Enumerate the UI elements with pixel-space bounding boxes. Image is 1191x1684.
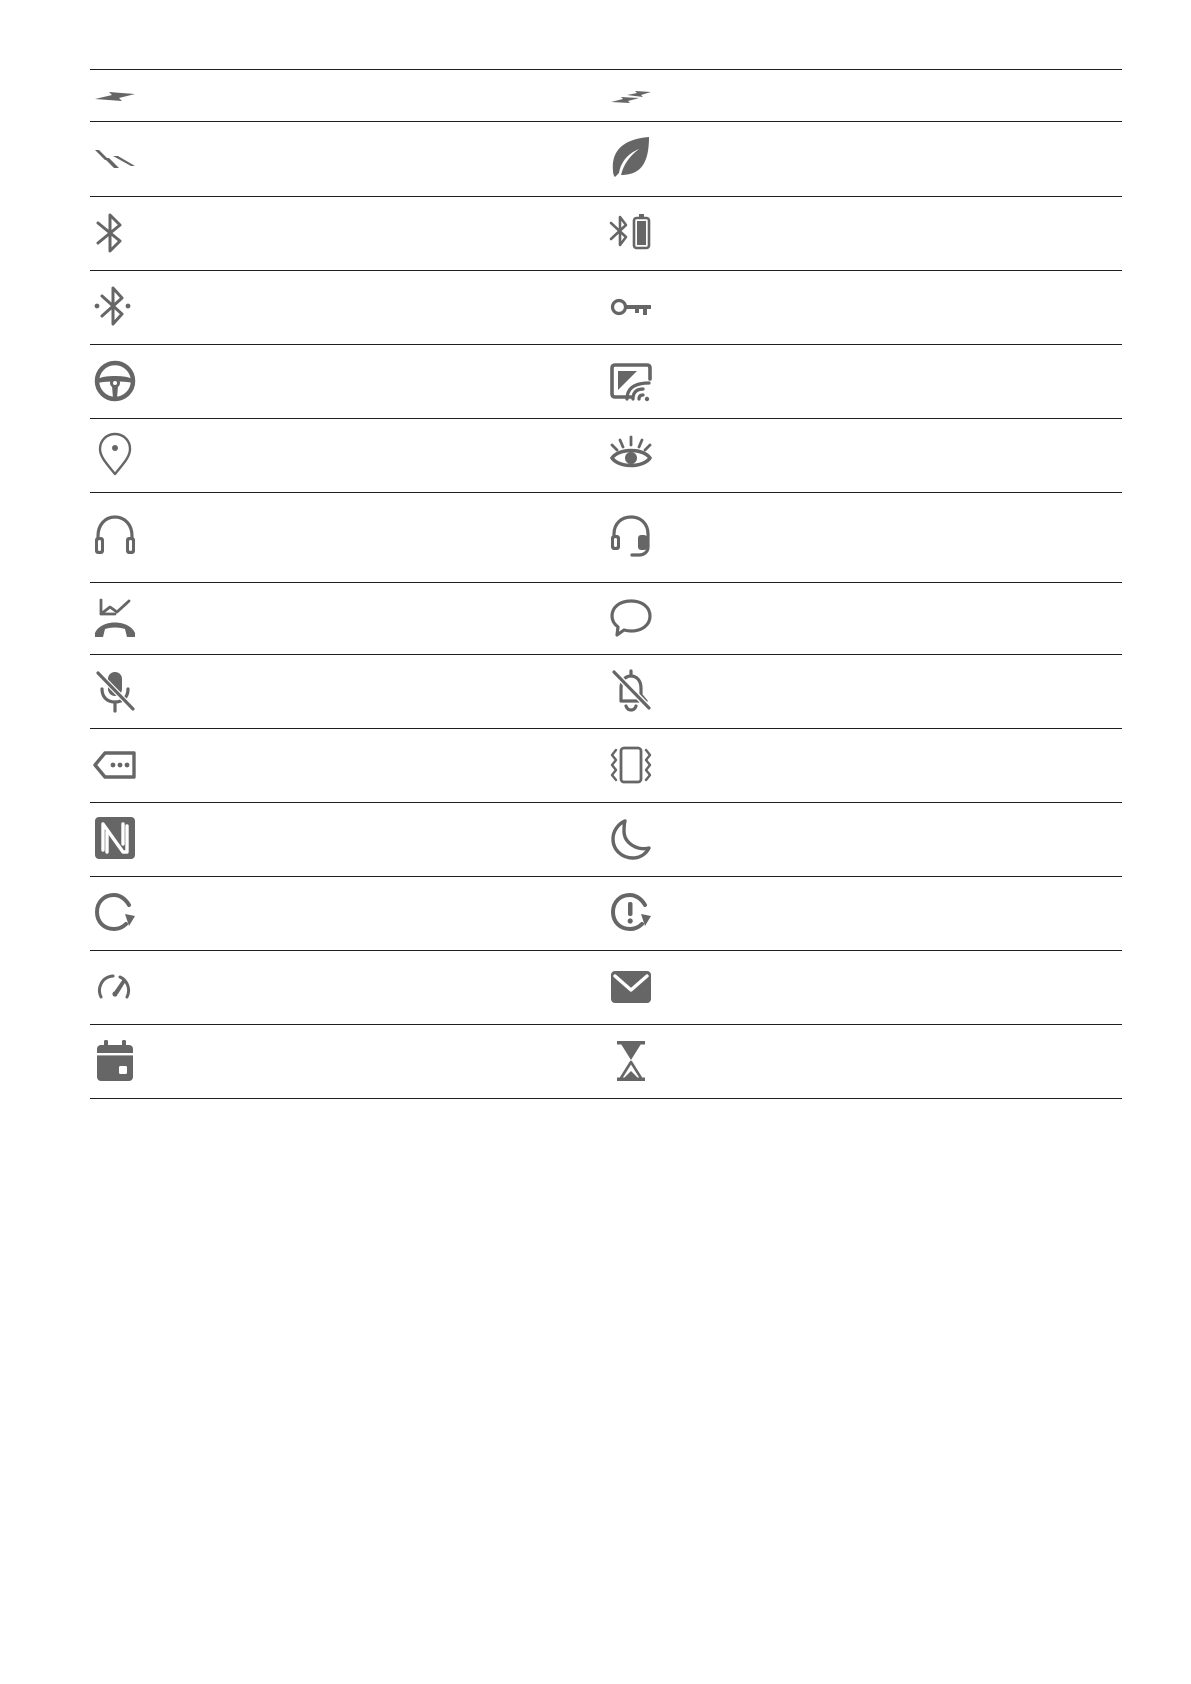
location-icon bbox=[93, 432, 137, 476]
microphone-muted-icon bbox=[93, 669, 137, 713]
table-cell bbox=[606, 493, 1122, 582]
table-row bbox=[90, 583, 1122, 655]
performance-mode-icon bbox=[93, 965, 137, 1009]
table-row bbox=[90, 122, 1122, 197]
table-row bbox=[90, 345, 1122, 419]
more-notifications-icon bbox=[93, 743, 137, 787]
bluetooth-connected-icon bbox=[93, 284, 137, 328]
table-row bbox=[90, 729, 1122, 803]
table-cell bbox=[606, 70, 1122, 121]
table-cell bbox=[606, 419, 1122, 492]
charging-icon bbox=[93, 74, 137, 118]
table-row bbox=[90, 655, 1122, 729]
screen-projection-icon bbox=[609, 359, 653, 403]
notifications-off-icon bbox=[609, 668, 653, 712]
table-row bbox=[90, 70, 1122, 122]
table-cell bbox=[90, 877, 606, 950]
table-cell bbox=[90, 1025, 606, 1098]
table-cell bbox=[606, 951, 1122, 1024]
table-row bbox=[90, 1025, 1122, 1099]
table-cell bbox=[90, 493, 606, 582]
table-row bbox=[90, 803, 1122, 877]
table-cell bbox=[90, 271, 606, 344]
table-cell bbox=[606, 197, 1122, 270]
table-cell bbox=[90, 197, 606, 270]
table-cell bbox=[90, 70, 606, 121]
do-not-disturb-moon-icon bbox=[609, 817, 653, 861]
new-message-icon bbox=[609, 595, 653, 639]
bluetooth-battery-icon bbox=[609, 211, 653, 255]
table-row bbox=[90, 197, 1122, 271]
table-cell bbox=[606, 583, 1122, 654]
fast-charging-icon bbox=[93, 136, 137, 180]
bluetooth-icon bbox=[93, 211, 137, 255]
super-charging-icon bbox=[609, 74, 653, 118]
driving-mode-icon bbox=[93, 359, 137, 403]
table-cell bbox=[90, 803, 606, 876]
missed-call-icon bbox=[93, 597, 137, 641]
table-cell bbox=[606, 877, 1122, 950]
table-cell bbox=[90, 583, 606, 654]
table-row bbox=[90, 877, 1122, 951]
table-row bbox=[90, 493, 1122, 583]
syncing-icon bbox=[93, 890, 137, 934]
vibrate-mode-icon bbox=[609, 743, 653, 787]
table-cell bbox=[90, 729, 606, 802]
event-reminder-icon bbox=[93, 1039, 137, 1083]
table-cell bbox=[606, 271, 1122, 344]
eye-comfort-icon bbox=[609, 432, 653, 476]
sync-failed-icon bbox=[609, 890, 653, 934]
table-cell bbox=[606, 1025, 1122, 1098]
table-cell bbox=[90, 655, 606, 728]
table-cell bbox=[606, 122, 1122, 196]
headset-icon bbox=[93, 513, 137, 557]
table-row bbox=[90, 271, 1122, 345]
table-cell bbox=[90, 122, 606, 196]
nfc-icon bbox=[93, 816, 137, 860]
new-email-icon bbox=[609, 965, 653, 1009]
power-saving-leaf-icon bbox=[609, 135, 653, 179]
table-cell bbox=[90, 345, 606, 418]
headset-with-mic-icon bbox=[609, 513, 653, 557]
table-cell bbox=[90, 419, 606, 492]
table-cell bbox=[606, 729, 1122, 802]
table-cell bbox=[606, 655, 1122, 728]
status-icon-table bbox=[90, 69, 1122, 1099]
table-cell bbox=[606, 803, 1122, 876]
table-cell bbox=[90, 951, 606, 1024]
timer-hourglass-icon bbox=[609, 1039, 653, 1083]
vpn-key-icon bbox=[609, 285, 653, 329]
table-row bbox=[90, 419, 1122, 493]
table-cell bbox=[606, 345, 1122, 418]
table-row bbox=[90, 951, 1122, 1025]
